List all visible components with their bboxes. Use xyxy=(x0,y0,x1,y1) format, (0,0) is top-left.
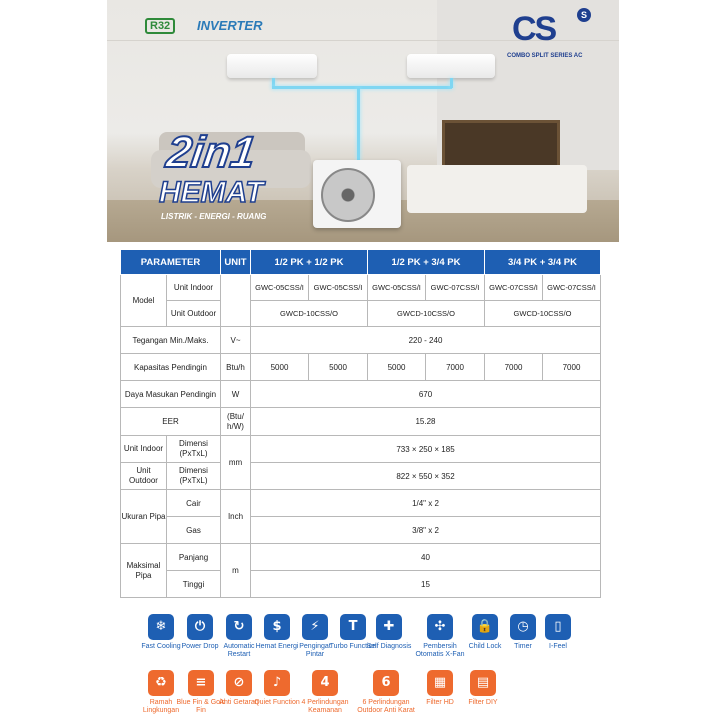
spec-table xyxy=(120,249,601,598)
turbo-icon: T xyxy=(340,614,366,640)
promo-tagline: LISTRIK - ENERGI - RUANG xyxy=(161,212,267,221)
dim-indoor-value: 733 × 250 × 185 xyxy=(251,436,601,463)
anti-vibration-icon: ⊘ xyxy=(226,670,252,696)
filter-diy-icon: ▤ xyxy=(470,670,496,696)
r32-badge: R32 xyxy=(145,18,175,34)
feature-6-perlindungan xyxy=(352,670,420,715)
fan-icon: ✣ xyxy=(427,614,453,640)
model-indoor-cell: GWC-07CSS/I xyxy=(426,275,485,301)
diagnosis-icon: ✚ xyxy=(376,614,402,640)
outdoor-fan-icon xyxy=(321,168,375,222)
feature-4-perlindungan xyxy=(295,670,355,715)
model-outdoor-cell: GWCD-10CSS/O xyxy=(368,301,485,327)
max-pipe-tinggi-label: Tinggi xyxy=(167,571,221,598)
voltage-unit: V~ xyxy=(221,327,251,354)
model-indoor-label: Unit Indoor xyxy=(167,275,221,301)
feature-i-feel xyxy=(533,614,583,651)
brand-subtitle: COMBO SPLIT SERIES AC xyxy=(507,53,583,59)
bed xyxy=(407,165,587,213)
power-label: Daya Masukan Pendingin xyxy=(121,381,221,408)
pipe-unit: Inch xyxy=(221,490,251,544)
dim-label: Dimensi (PxTxL) xyxy=(167,463,221,490)
pipe-label: Ukuran Pipa xyxy=(121,490,167,544)
power-value: 670 xyxy=(251,381,601,408)
feature-label: 6 Perlindungan Outdoor Anti Karat xyxy=(357,699,415,714)
model-indoor-cell: GWC-05CSS/I xyxy=(251,275,309,301)
filter-hd-icon: ▦ xyxy=(427,670,453,696)
restart-icon: ↻ xyxy=(226,614,252,640)
model-indoor-cell: GWC-07CSS/I xyxy=(543,275,601,301)
timer-icon: ◷ xyxy=(510,614,536,640)
feature-label: Pembersih Otomatis X-Fan xyxy=(415,643,465,658)
model-indoor-cell: GWC-07CSS/I xyxy=(485,275,543,301)
eer-label: EER xyxy=(121,408,221,436)
model-outdoor-label: Unit Outdoor xyxy=(167,301,221,327)
power-unit: W xyxy=(221,381,251,408)
pipe-line xyxy=(450,78,453,88)
header-col3: 3/4 PK + 3/4 PK xyxy=(485,250,601,275)
reminder-icon: ⚡ xyxy=(302,614,328,640)
feature-label: Automatic Restart xyxy=(223,643,255,658)
promo-hemat: HEMAT xyxy=(159,176,264,209)
pipe-gas-label: Gas xyxy=(167,517,221,544)
brand-logo-badge: S xyxy=(577,8,591,22)
capacity-label: Kapasitas Pendingin xyxy=(121,354,221,381)
outdoor-ac-unit xyxy=(313,160,401,228)
feature-label: Hemat Energi xyxy=(255,643,299,650)
model-indoor-cell: GWC-05CSS/I xyxy=(309,275,368,301)
model-indoor-cell: GWC-05CSS/I xyxy=(368,275,426,301)
feature-label: Self Diagnosis xyxy=(366,643,412,650)
model-label: Model xyxy=(121,275,167,327)
indoor-ac-unit-right xyxy=(407,54,495,78)
feature-self-diagnosis xyxy=(364,614,414,651)
max-pipe-tinggi-value: 15 xyxy=(251,571,601,598)
max-pipe-panjang-label: Panjang xyxy=(167,544,221,571)
feature-label: I-Feel xyxy=(549,643,567,650)
product-banner xyxy=(107,0,619,242)
max-pipe-label: Maksimal Pipa xyxy=(121,544,167,598)
capacity-unit: Btu/h xyxy=(221,354,251,381)
lock-icon: 🔒 xyxy=(472,614,498,640)
capacity-cell: 5000 xyxy=(309,354,368,381)
feature-label: Blue Fin & Gold Fin xyxy=(176,699,226,714)
dim-indoor-label: Unit Indoor xyxy=(121,436,167,463)
eer-unit: (Btu/ h/W) xyxy=(221,408,251,436)
feature-filter-diy xyxy=(458,670,508,707)
feature-label: Anti Getaran xyxy=(219,699,259,706)
feature-label: Pengingat Pintar xyxy=(299,643,331,658)
pipe-gas-value: 3/8" x 2 xyxy=(251,517,601,544)
brand-logo: CS xyxy=(512,10,556,48)
capacity-cell: 7000 xyxy=(426,354,485,381)
capacity-cell: 5000 xyxy=(368,354,426,381)
shield-6-icon: 6 xyxy=(373,670,399,696)
model-outdoor-cell: GWCD-10CSS/O xyxy=(485,301,601,327)
header-unit: UNIT xyxy=(221,250,251,275)
feature-label: Child Lock xyxy=(468,643,502,650)
quiet-icon: ♪ xyxy=(264,670,290,696)
feature-label: Quiet Function xyxy=(254,699,300,706)
header-parameter: PARAMETER xyxy=(121,250,221,275)
feature-label: Filter HD xyxy=(426,699,454,706)
pipe-cair-label: Cair xyxy=(167,490,221,517)
snowflake-icon: ❄ xyxy=(148,614,174,640)
model-unit xyxy=(221,275,251,327)
eer-value: 15.28 xyxy=(251,408,601,436)
pipe-line xyxy=(357,88,360,162)
feature-label: Turbo Function xyxy=(329,643,377,650)
shield-4-icon: 4 xyxy=(312,670,338,696)
pipe-line xyxy=(272,86,452,89)
feature-label: Filter DIY xyxy=(468,699,498,706)
model-outdoor-cell: GWCD-10CSS/O xyxy=(251,301,368,327)
feature-label: Fast Cooling xyxy=(141,643,181,650)
fin-icon: ≡ xyxy=(188,670,214,696)
max-pipe-unit: m xyxy=(221,544,251,598)
eco-icon: ♻ xyxy=(148,670,174,696)
dim-label: Dimensi (PxTxL) xyxy=(167,436,221,463)
max-pipe-panjang-value: 40 xyxy=(251,544,601,571)
promo-2in1: 2in1 xyxy=(163,128,259,177)
capacity-cell: 7000 xyxy=(543,354,601,381)
capacity-cell: 5000 xyxy=(251,354,309,381)
inverter-badge: INVERTER xyxy=(197,18,263,33)
dim-outdoor-value: 822 × 550 × 352 xyxy=(251,463,601,490)
voltage-label: Tegangan Min./Maks. xyxy=(121,327,221,354)
dim-unit: mm xyxy=(221,436,251,490)
power-drop-icon: ⏻ xyxy=(187,614,213,640)
feature-label: 4 Perlindungan Keamanan xyxy=(301,699,349,714)
dim-outdoor-label: Unit Outdoor xyxy=(121,463,167,490)
pipe-cair-value: 1/4" x 2 xyxy=(251,490,601,517)
header-col1: 1/2 PK + 1/2 PK xyxy=(251,250,368,275)
feature-label: Timer xyxy=(514,643,532,650)
feature-label: Ramah Lingkungan xyxy=(142,699,180,714)
feature-label: Power Drop xyxy=(181,643,219,650)
capacity-cell: 7000 xyxy=(485,354,543,381)
indoor-ac-unit-left xyxy=(227,54,317,78)
header-col2: 1/2 PK + 3/4 PK xyxy=(368,250,485,275)
energy-icon: $ xyxy=(264,614,290,640)
remote-icon: ▯ xyxy=(545,614,571,640)
voltage-value: 220 - 240 xyxy=(251,327,601,354)
